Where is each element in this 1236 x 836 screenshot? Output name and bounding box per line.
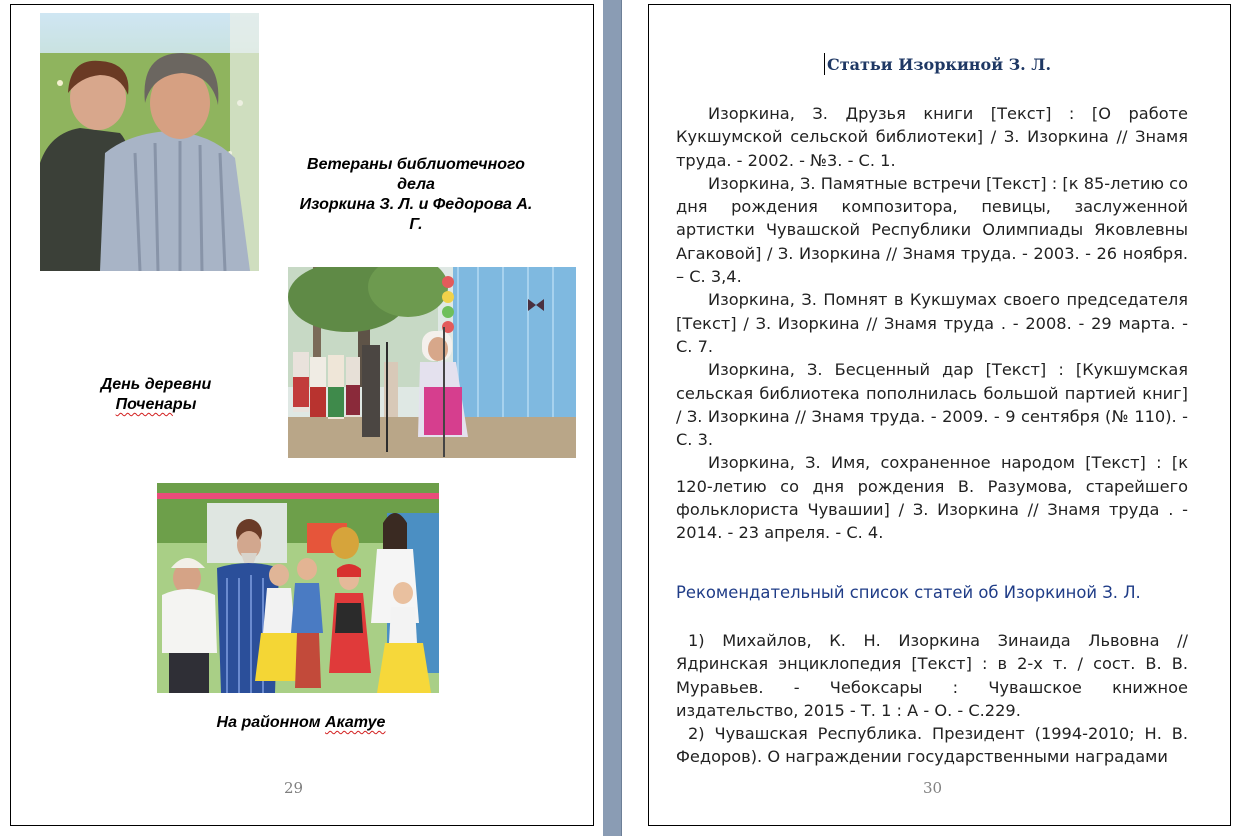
left-page xyxy=(10,4,594,826)
caption-akatuy: На районном Акатуе xyxy=(216,714,386,731)
page-gutter-shade xyxy=(621,0,622,836)
article-entry: Изоркина, З. Друзья книги [Текст] : [О работе Кукшумской сельской библиотеки] / З. Изоркина // Знамя труда. - 2002. - №3. - С. 1. xyxy=(676,104,1188,170)
article-entry: Изоркина, З. Памятные встречи [Текст] : [к 85-летию со дня рождения композитора, певицы, заслуженной артистки Чувашской Республики Олимпиады Яковлевны Агаковой] / З. Изоркина // Знамя труда. - 2003. - 26 ноября. – С. 3,4. xyxy=(676,173,1188,287)
recommended-entry: 2) Чувашская Республика. Президент (1994-2010; Н. В. Федоров). О награждении государственными наградами xyxy=(676,724,1188,767)
page-number-right: 30 xyxy=(923,779,943,797)
page-gutter xyxy=(603,0,622,836)
right-page[interactable] xyxy=(648,4,1231,826)
article-entry: Изоркина, З. Имя, сохраненное народом [Текст] : [к 120-летию со дня рождения В. Разумова, старейшего фольклориста Чувашии] / З. Изоркина // Знамя труда . - 2014. - 23 апреля. - С. 4. xyxy=(676,453,1188,543)
articles-list xyxy=(676,102,1188,545)
recommended-list xyxy=(676,629,1188,769)
articles-title: Статьи Изоркиной З. Л. xyxy=(826,55,1052,74)
page-number-left: 29 xyxy=(284,779,304,797)
photo-village-day xyxy=(288,267,576,458)
article-entry: Изоркина, З. Бесценный дар [Текст] : [Кукшумская сельская библиотека пополнилась большой партией книг] / З. Изоркина // Знамя труда. - 2009. - 9 сентября (№ 110). - С. 3. xyxy=(676,360,1188,450)
recommended-title: Рекомендательный список статей об Изоркиной З. Л. xyxy=(676,583,1141,602)
caption-village-day: День деревни Поченары xyxy=(100,376,212,413)
recommended-entry: 1) Михайлов, К. Н. Изоркина Зинаида Львовна // Ядринская энциклопедия [Текст] : в 2-х т. / сост. В. В. Муравьев. - Чебоксары : Чувашское книжное издательство, 2015 - Т. 1 : А - О. - С.229. xyxy=(676,631,1188,720)
article-entry: Изоркина, З. Помнят в Кукшумах своего председателя [Текст] / З. Изоркина // Знамя труда . - 2008. - 29 марта. - С. 7. xyxy=(676,290,1188,356)
caption-veterans: Ветераны библиотечного дела Изоркина З. Л. и Федорова А. Г. xyxy=(299,156,533,233)
photo-veterans xyxy=(40,13,259,271)
photo-akatuy xyxy=(157,483,439,693)
